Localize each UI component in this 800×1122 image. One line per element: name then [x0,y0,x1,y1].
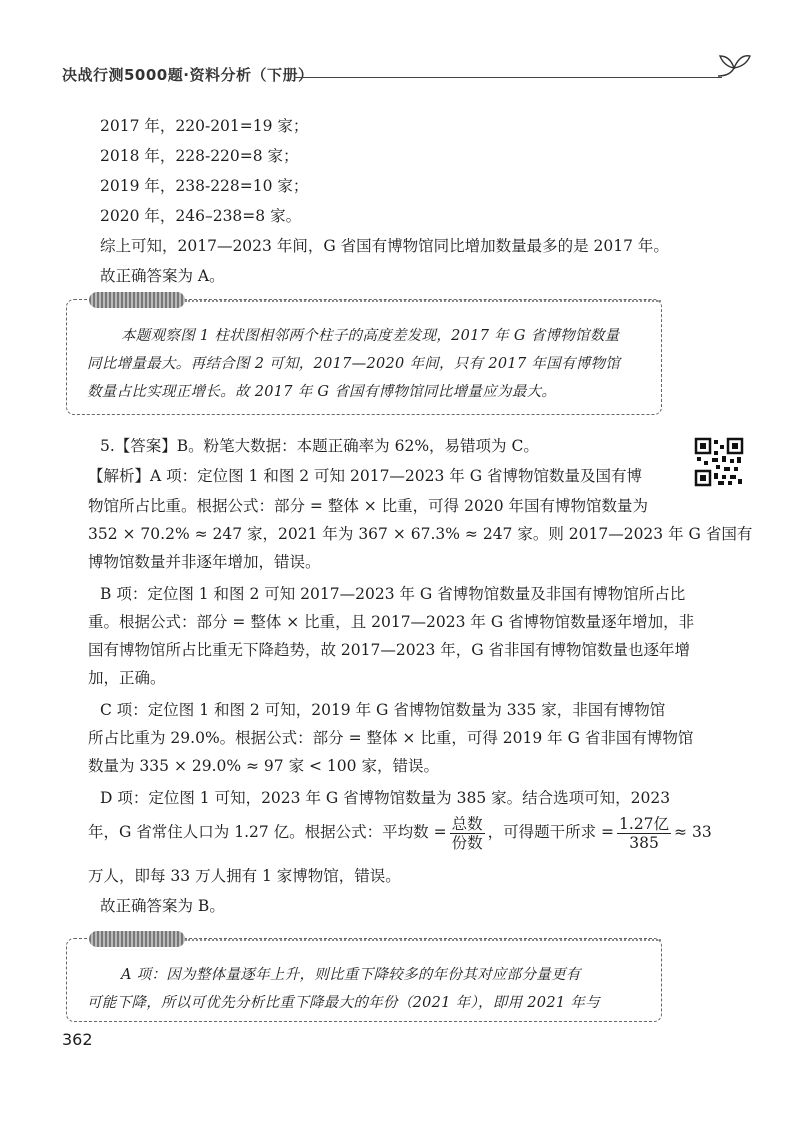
fraction-result-denominator: 385 [629,833,659,852]
tip1-line-2: 同比增量最大。再结合图 2 可知，2017—2020 年间，只有 2017 年国有博物馆 [87,356,621,372]
tip-dots-1 [185,300,661,302]
running-header [62,64,742,88]
fraction-average-numerator: 总数 [451,814,483,833]
tip-tag-2 [89,931,185,947]
fraction-result [617,815,671,852]
analysis-a-line-2: 物馆所占比重。根据公式：部分 = 整体 × 比重，可得 2020 年国有博物馆数量为 [88,497,648,515]
analysis-d-line-3: 万人，即每 33 万人拥有 1 家博物馆，错误。 [88,867,401,885]
fraction-average [450,815,485,852]
analysis-b-line-2: 重。根据公式：部分 = 整体 × 比重，且 2017—2023 年 G 省博物馆数量逐年增加，非 [88,613,695,631]
analysis-c-line-2: 所占比重为 29.0%。根据公式：部分 = 整体 × 比重，可得 2019 年 G 省非国有博物馆 [88,729,694,747]
q5-final-answer: 故正确答案为 B。 [100,897,225,915]
formula-middle: ，可得题干所求 = [487,823,615,841]
analysis-c-line-3: 数量为 335 × 29.0% ≈ 97 家 < 100 家，错误。 [88,757,439,775]
analysis-d-line-1: D 项：定位图 1 可知，2023 年 G 省博物馆数量为 385 家。结合选项可知，2023 [100,789,671,807]
analysis-a-line-1: 【解析】A 项：定位图 1 和图 2 可知 2017—2023 年 G 省博物馆数量及国有博 [88,467,643,485]
tip1-line-3: 数量占比实现正增长。故 2017 年 G 省国有博物馆同比增量应为最大。 [87,384,557,400]
calc-line-2018: 2018 年，228-220=8 家； [100,147,299,165]
tip2-line-1: A 项：因为整体量逐年上升，则比重下降较多的年份其对应部分量更有 [121,967,581,983]
formula-prefix: 年，G 省常住人口为 1.27 亿。根据公式：平均数 = [88,823,447,841]
header-rule [294,77,722,78]
tip-tag-1 [89,292,185,308]
tip-box-1 [66,299,662,415]
calc-line-2020: 2020 年，246–238=8 家。 [100,207,302,225]
analysis-b-line-4: 加，正确。 [88,669,166,687]
page-number: 362 [62,1030,93,1049]
fraction-result-numerator: 1.27亿 [619,814,670,833]
tip2-line-2: 可能下降，所以可优先分析比重下降最大的年份（2021 年），即用 2021 年与 [87,995,600,1011]
book-title: 决战行测5000题·资料分析（下册） [62,66,314,84]
tip1-line-1: 本题观察图 1 柱状图相邻两个柱子的高度差发现，2017 年 G 省博物馆数量 [121,328,620,344]
analysis-c-line-1: C 项：定位图 1 和图 2 可知，2019 年 G 省博物馆数量为 335 家，非国有博物馆 [100,701,666,719]
fraction-average-denominator: 份数 [451,833,483,852]
q5-answer: 5.【答案】B。粉笔大数据：本题正确率为 62%，易错项为 C。 [100,437,539,455]
analysis-d-line-2 [88,814,712,854]
tip-box-2 [66,938,662,1022]
formula-suffix: ≈ 33 [674,823,712,841]
analysis-a-line-4: 博物馆数量并非逐年增加，错误。 [88,553,321,571]
analysis-a-line-3: 352 × 70.2% ≈ 247 家，2021 年为 367 × 67.3% ≈ 247 家。则 2017—2023 年 G 省国有 [88,525,753,543]
sprout-icon [716,50,752,80]
qr-code-icon[interactable] [694,437,744,487]
analysis-b-line-3: 国有博物馆所占比重无下降趋势，故 2017—2023 年，G 省非国有博物馆数量也逐年增 [88,641,691,659]
analysis-b-line-1: B 项：定位图 1 和图 2 可知 2017—2023 年 G 省博物馆数量及非国有博物馆所占比 [100,585,686,603]
calc-line-2019: 2019 年，238-228=10 家； [100,177,309,195]
tip-dots-2 [185,939,661,941]
summary-line: 综上可知，2017—2023 年间，G 省国有博物馆同比增加数量最多的是 2017 年。 [100,237,669,255]
answer-line: 故正确答案为 A。 [100,267,225,285]
calc-line-2017: 2017 年，220-201=19 家； [100,117,309,135]
